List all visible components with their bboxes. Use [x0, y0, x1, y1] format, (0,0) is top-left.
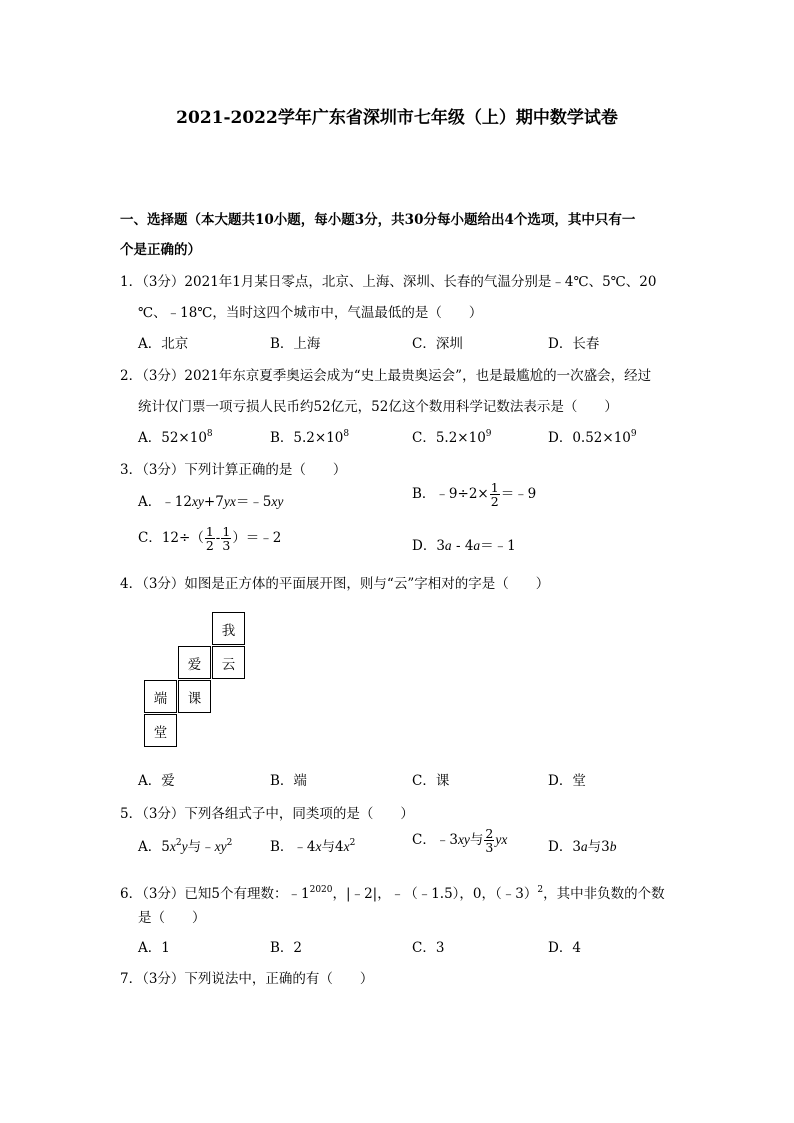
- q4-option-a: A．爱: [138, 773, 175, 789]
- q2-stem-line1: 2．（3分）2021年东京夏季奥运会成为“史上最贵奥运会”，也是最尴尬的一次盛会，经过: [120, 368, 652, 384]
- q3-option-c: C．12÷（ $\frac{1}{2}$ - $\frac{1}{3}$ ）＝﹣2: [138, 524, 282, 554]
- q6-option-b: B．2: [270, 940, 303, 956]
- q2-option-b: B．$5.2\times 10^8$: [270, 429, 350, 446]
- q1-option-c: C．深圳: [412, 336, 463, 352]
- q3-option-a: A．﹣12xy+7yx＝﹣5xy: [138, 494, 284, 510]
- q1-stem-line1: 1．（3分）2021年1月某日零点，北京、上海、深圳、长春的气温分别是﹣4℃、5℃、20: [120, 274, 657, 290]
- q6-stem-line1: 6．（3分）已知5个有理数：$﹣1^{2020}$，|﹣2|，﹣（﹣1.5），0，（﹣3）$^2$，其中非负数的个数: [120, 885, 665, 902]
- q3-option-d: D．3a - 4a＝﹣1: [412, 538, 516, 554]
- q1-option-d: D．长春: [548, 336, 600, 352]
- net-cell-ke: 课: [178, 680, 211, 713]
- fraction: $\frac{1}{2}$: [205, 524, 214, 554]
- q6-option-a: A．1: [138, 940, 170, 956]
- q3-option-b: B．﹣9÷2× $\frac{1}{2}$ ＝﹣9: [412, 480, 537, 510]
- q4-option-d: D．堂: [548, 773, 586, 789]
- q6-option-d: D．4: [548, 940, 581, 956]
- q1-option-a: A．北京: [138, 336, 189, 352]
- net-cell-yun: 云: [212, 646, 245, 679]
- q6-stem-line2: 是（ ）: [138, 910, 206, 926]
- q2-option-d: D．$0.52\times 10^9$: [548, 429, 637, 446]
- q3-stem: 3．（3分）下列计算正确的是（ ）: [120, 462, 347, 478]
- section-heading-line2: 个是正确的）: [120, 242, 201, 258]
- fraction: $\frac{1}{2}$: [490, 480, 499, 510]
- fraction: $\frac{2}{3}$: [485, 826, 494, 856]
- q5-option-b: B．﹣4x与$4x^2$: [270, 838, 356, 855]
- q7-stem: 7．（3分）下列说法中，正确的有（ ）: [120, 971, 374, 987]
- q1-stem-line2: ℃、﹣18℃，当时这四个城市中，气温最低的是（ ）: [138, 305, 483, 321]
- q1-option-b: B．上海: [270, 336, 321, 352]
- section-heading-line1: 一、选择题（本大题共10小题，每小题3分，共30分每小题给出4个选项，其中只有一: [120, 212, 636, 228]
- q4-option-b: B．端: [270, 773, 307, 789]
- q4-option-c: C．课: [412, 773, 450, 789]
- q5-option-c: C．﹣3xy与 $\frac{2}{3}$ yx: [412, 826, 508, 856]
- q2-stem-line2: 统计仅门票一项亏损人民币约52亿元，52亿这个数用科学记数法表示是（ ）: [138, 399, 618, 415]
- q5-stem: 5．（3分）下列各组式子中，同类项的是（ ）: [120, 806, 414, 822]
- net-cell-tang: 堂: [144, 714, 177, 747]
- q2-option-a: A．$52\times 10^8$: [138, 429, 213, 446]
- fraction: $\frac{1}{3}$: [222, 524, 231, 554]
- net-cell-ai: 爱: [178, 646, 211, 679]
- q5-option-a: A．$5x^2y$与$﹣xy^2$: [138, 838, 233, 855]
- q5-option-d: D．3a与3b: [548, 839, 617, 855]
- net-cell-duan: 端: [144, 680, 177, 713]
- q4-stem: 4．（3分）如图是正方体的平面展开图，则与“云”字相对的字是（ ）: [120, 576, 550, 592]
- page-title: 2021-2022学年广东省深圳市七年级（上）期中数学试卷: [176, 108, 618, 128]
- q2-option-c: C．$5.2\times 10^9$: [412, 429, 492, 446]
- q6-option-c: C．3: [412, 940, 445, 956]
- net-cell-wo: 我: [212, 612, 245, 645]
